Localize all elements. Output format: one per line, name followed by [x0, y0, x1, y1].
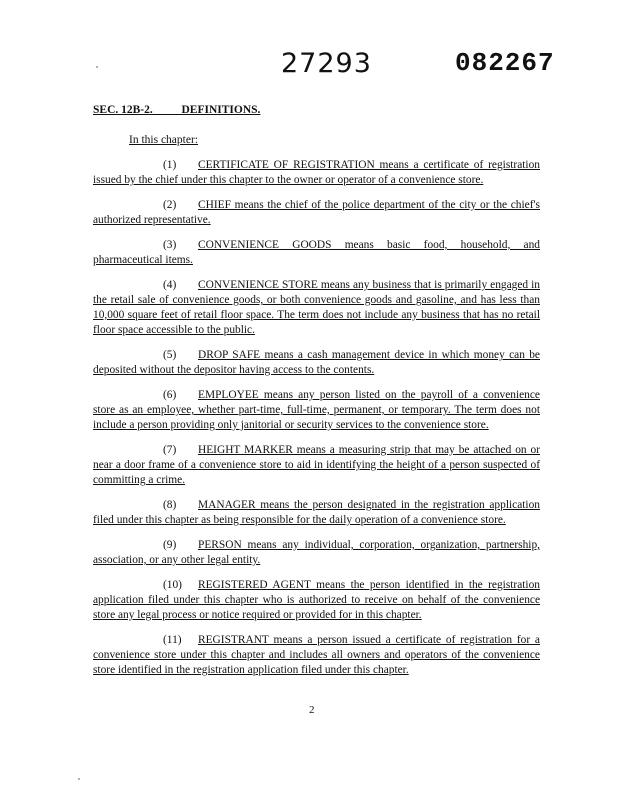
definition-number: (9): [163, 539, 177, 551]
scan-speck: [96, 66, 98, 68]
definition-number: (4): [163, 279, 177, 291]
definition-text: REGISTRANT means a person issued a certificate of registration for a convenience store under this chapter and includes all owners and operators of the convenience store identified in the registration application filed under this chapter.: [93, 634, 540, 676]
document-stamp-number-right: 082267: [455, 48, 555, 78]
definition-text: HEIGHT MARKER means a measuring strip that may be attached on or near a door frame of a convenience store to aid in identifying the height of a person suspected of committing a crime.: [93, 444, 540, 486]
definition-item: [93, 578, 540, 623]
definition-item: [93, 198, 540, 228]
scan-speck: [78, 778, 80, 780]
definition-number: (1): [163, 159, 177, 171]
definition-number: (6): [163, 389, 177, 401]
definition-text: DROP SAFE means a cash management device in which money can be deposited without the depositor having access to the contents.: [93, 349, 540, 376]
definition-text: MANAGER means the person designated in the registration application filed under this chapter as being responsible for the daily operation of a convenience store.: [93, 499, 540, 526]
definition-item: [93, 158, 540, 188]
definition-item: [93, 348, 540, 378]
section-heading: SEC. 12B-2. DEFINITIONS.: [93, 104, 261, 116]
definition-item: [93, 538, 540, 568]
definition-number: (7): [163, 444, 177, 456]
definition-text: CONVENIENCE STORE means any business that is primarily engaged in the retail sale of convenience goods, or both convenience goods and gasoline, and has less than 10,000 square feet of retail floor space. The term does not include any business that has no retail floor space accessible to the public.: [93, 279, 540, 336]
definition-number: (2): [163, 199, 177, 211]
definition-text: REGISTERED AGENT means the person identified in the registration application filed under this chapter who is authorized to receive on behalf of the convenience store any legal process or notice required or provided for in this chapter.: [93, 579, 540, 621]
definition-text: CONVENIENCE GOODS means basic food, household, and pharmaceutical items.: [93, 239, 540, 266]
definition-number: (3): [163, 239, 177, 251]
definition-number: (10): [163, 579, 182, 591]
definition-number: (8): [163, 499, 177, 511]
definition-text: PERSON means any individual, corporation, organization, partnership, association, or any other legal entity.: [93, 539, 540, 566]
document-stamp-number: 27293: [281, 48, 372, 79]
definitions-list: [93, 158, 540, 688]
definition-item: [93, 278, 540, 338]
definition-item: [93, 498, 540, 528]
definition-number: (11): [163, 634, 182, 646]
page-number: 2: [309, 704, 315, 716]
definition-text: CHIEF means the chief of the police department of the city or the chief's authorized representative.: [93, 199, 540, 226]
definition-text: CERTIFICATE OF REGISTRATION means a certificate of registration issued by the chief under this chapter to the owner or operator of a convenience store.: [93, 159, 540, 186]
definition-item: [93, 633, 540, 678]
definition-text: EMPLOYEE means any person listed on the payroll of a convenience store as an employee, whether part-time, full-time, permanent, or temporary. The term does not include a person providing only janitorial or security services to the convenience store.: [93, 389, 540, 431]
definition-number: (5): [163, 349, 177, 361]
intro-text: In this chapter:: [129, 134, 198, 146]
definition-item: [93, 443, 540, 488]
definition-item: [93, 238, 540, 268]
definition-item: [93, 388, 540, 433]
